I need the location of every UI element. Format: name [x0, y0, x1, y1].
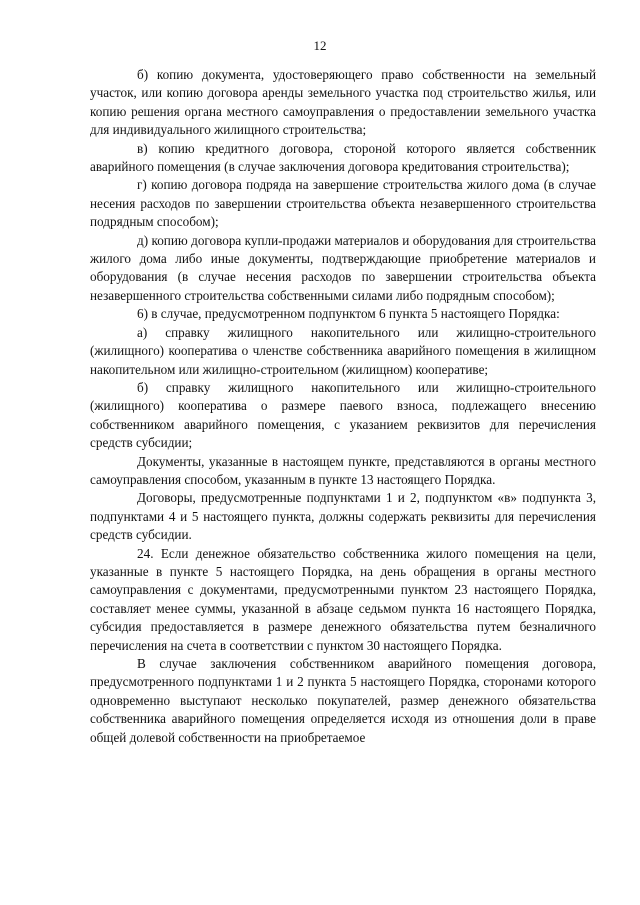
- paragraph-contracts-requisites: Договоры, предусмотренные подпунктами 1 и 2, подпунктом «в» подпункта 3, подпунктами 4 и 5 настоящего пункта, должны содержать реквизиты для перечисления средств субсидии.: [90, 490, 596, 543]
- page-number: 12: [313, 38, 327, 53]
- paragraph-subitem-v-credit-contract: в) копию кредитного договора, стороной которого является собственник аварийного помещения (в случае заключения договора кредитования строительства);: [90, 140, 596, 175]
- paragraph-subitem-b-land-docs: б) копию документа, удостоверяющего право собственности на земельный участок, или копию договора аренды земельного участка под строительство жилья, или копию решения органа местного самоуправления о предоставлении земельного участка для индивидуального жилищного строительства;: [90, 67, 596, 138]
- paragraph-documents-submission: Документы, указанные в настоящем пункте, представляются в органы местного самоуправления способом, указанным в пункте 13 настоящего Порядка.: [90, 453, 596, 487]
- paragraph-multiple-buyers: В случае заключения собственником аварийного помещения договора, предусмотренного подпунктами 1 и 2 пункта 5 настоящего Порядка, сторонами которого одновременно выступают несколько покупателей, размер денежного обязательства собственника аварийного помещения определяется исходя из отношения доли в праве общей долевой собственности на приобретаемое: [90, 656, 596, 745]
- paragraph-subitem-b-share-certificate: б) справку жилищного накопительного или жилищно-строительного (жилищного) кооператива о размере паевого взноса, подлежащего внесению собственником аварийного помещения, с указанием реквизитов для перечисления средств субсидии;: [90, 379, 596, 451]
- paragraph-item-24: 24. Если денежное обязательство собственника жилого помещения на цели, указанные в пункте 5 настоящего Порядка, на день обращения в органы местного самоуправления с документами, предусмотренными пунктом 23 настоящего Порядка, составляет менее суммы, указанной в абзаце седьмом пункта 16 настоящего Порядка, субсидия предоставляется в размере денежного обязательства путем безналичного перечисления на счета в соответствии с пунктом 30 настоящего Порядка.: [90, 545, 596, 653]
- paragraph-subitem-a-membership-certificate: а) справку жилищного накопительного или жилищно-строительного (жилищного) кооператива о членстве собственника аварийного помещения в жилищном накопительном или жилищно-строительном (жилищном) кооперативе;: [90, 324, 596, 377]
- paragraph-item-6: 6) в случае, предусмотренном подпунктом 6 пункта 5 настоящего Порядка:: [137, 306, 560, 322]
- document-body: [90, 66, 596, 747]
- paragraph-subitem-g-construction-contract: г) копию договора подряда на завершение строительства жилого дома (в случае несения расходов по завершении строительства объекта незавершенного строительства подрядным способом);: [90, 177, 596, 230]
- paragraph-subitem-d-materials-contract: д) копию договора купли-продажи материалов и оборудования для строительства жилого дома либо иные документы, подтверждающие приобретение материалов и оборудования (в случае несения расходов по завершении строительства объекта незавершенного строительства собственными силами либо подрядным способом);: [90, 232, 596, 303]
